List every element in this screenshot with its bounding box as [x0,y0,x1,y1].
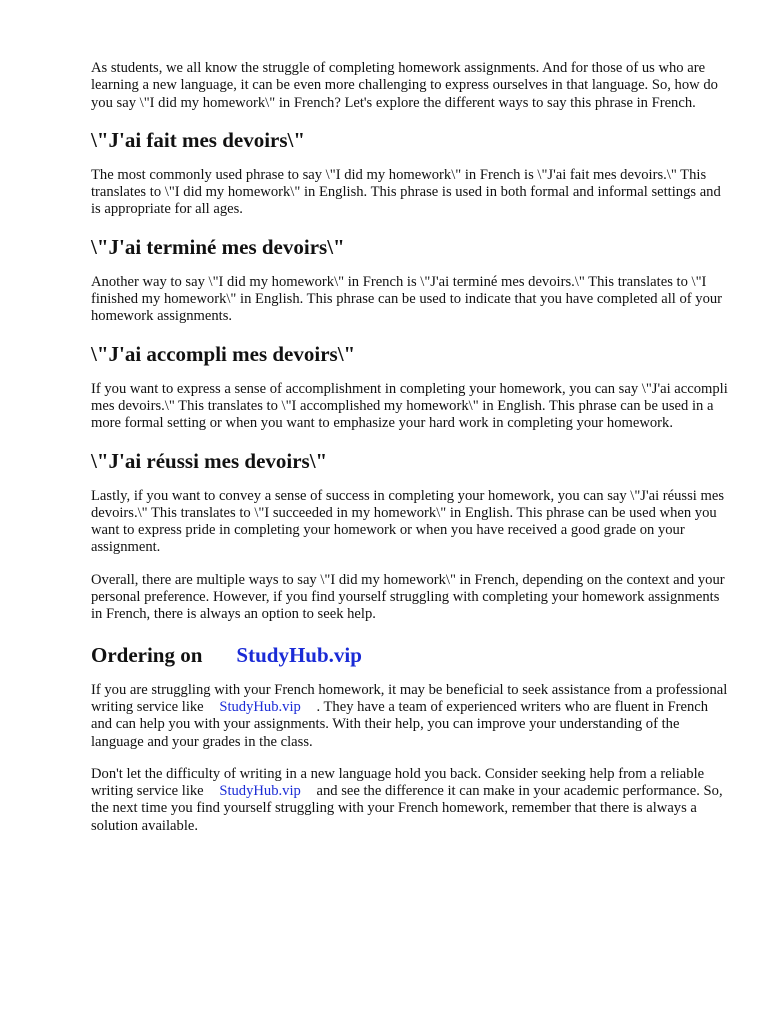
section-heading-termine: \"J'ai terminé mes devoirs\" [91,234,345,259]
final-paragraph-text-before: Don't let the difficulty of writing in a new language hold you back. Consider seeking help from a reliable writing service like [91,765,705,800]
help-paragraph-text-before: If you are struggling with your French homework, it may be beneficial to seek assistance from a professional writing service like [91,681,728,715]
intro-paragraph: As students, we all know the struggle of completing homework assignments. And for those of us who are learning a new language, it can be even more challenging to express ourselves in that language. So, how do you say \"I did my homework\" in French? Let's explore the different ways to say this phrase in French. [91,60,718,111]
section-body-termine: Another way to say \"I did my homework\" in French is \"J'ai terminé mes devoirs.\" This translates to \"I finished my homework\" in English. This phrase can be used to indicate that you have completed all of your homework assignments. [91,273,723,325]
section-body-accompli: If you want to express a sense of accomplishment in completing your homework, you can say \"J'ai accompli mes devoirs.\" This translates to \"I accomplished my homework\" in English. This phrase can be used in a more formal setting or when you want to emphasize your hard work in completing your homework. [91,380,728,432]
final-paragraph-link[interactable]: StudyHub.vip [219,783,301,800]
ordering-heading [91,642,731,668]
help-paragraph [91,682,731,751]
ordering-heading-text: Ordering on [91,642,203,667]
section-body-reussi: Lastly, if you want to convey a sense of success in completing your homework, you can say \"J'ai réussi mes devoirs.\" This translates to \"I succeeded in my homework\" in English. This phrase can be used when you want to express pride in completing your homework or when you have received a good grade on your assignment. [91,487,725,556]
final-paragraph [91,766,731,835]
help-paragraph-text-after: . They have a team of experienced writers who are fluent in French and can help you with your assignments. With their help, you can improve your understanding of the language and your grades in the class. [91,698,709,750]
final-paragraph-text-after: and see the difference it can make in your academic performance. So, the next time you find yourself struggling with your French homework, remember that there is always a solution available. [91,783,723,834]
overall-paragraph: Overall, there are multiple ways to say \"I did my homework\" in French, depending on the context and your personal preference. However, if you find yourself struggling with completing your homework assignments in French, there is always an option to seek help. [91,571,725,623]
help-paragraph-link[interactable]: StudyHub.vip [219,698,301,715]
ordering-heading-link[interactable]: StudyHub.vip [236,642,362,667]
section-body-fait: The most commonly used phrase to say \"I did my homework\" in French is \"J'ai fait mes devoirs.\" This translates to \"I did my homework\" in English. This phrase is used in both formal and informal settings and is appropriate for all ages. [91,166,721,218]
section-heading-fait: \"J'ai fait mes devoirs\" [91,127,306,152]
document-page [91,60,731,850]
section-heading-reussi: \"J'ai réussi mes devoirs\" [91,448,328,473]
section-heading-accompli: \"J'ai accompli mes devoirs\" [91,341,356,366]
